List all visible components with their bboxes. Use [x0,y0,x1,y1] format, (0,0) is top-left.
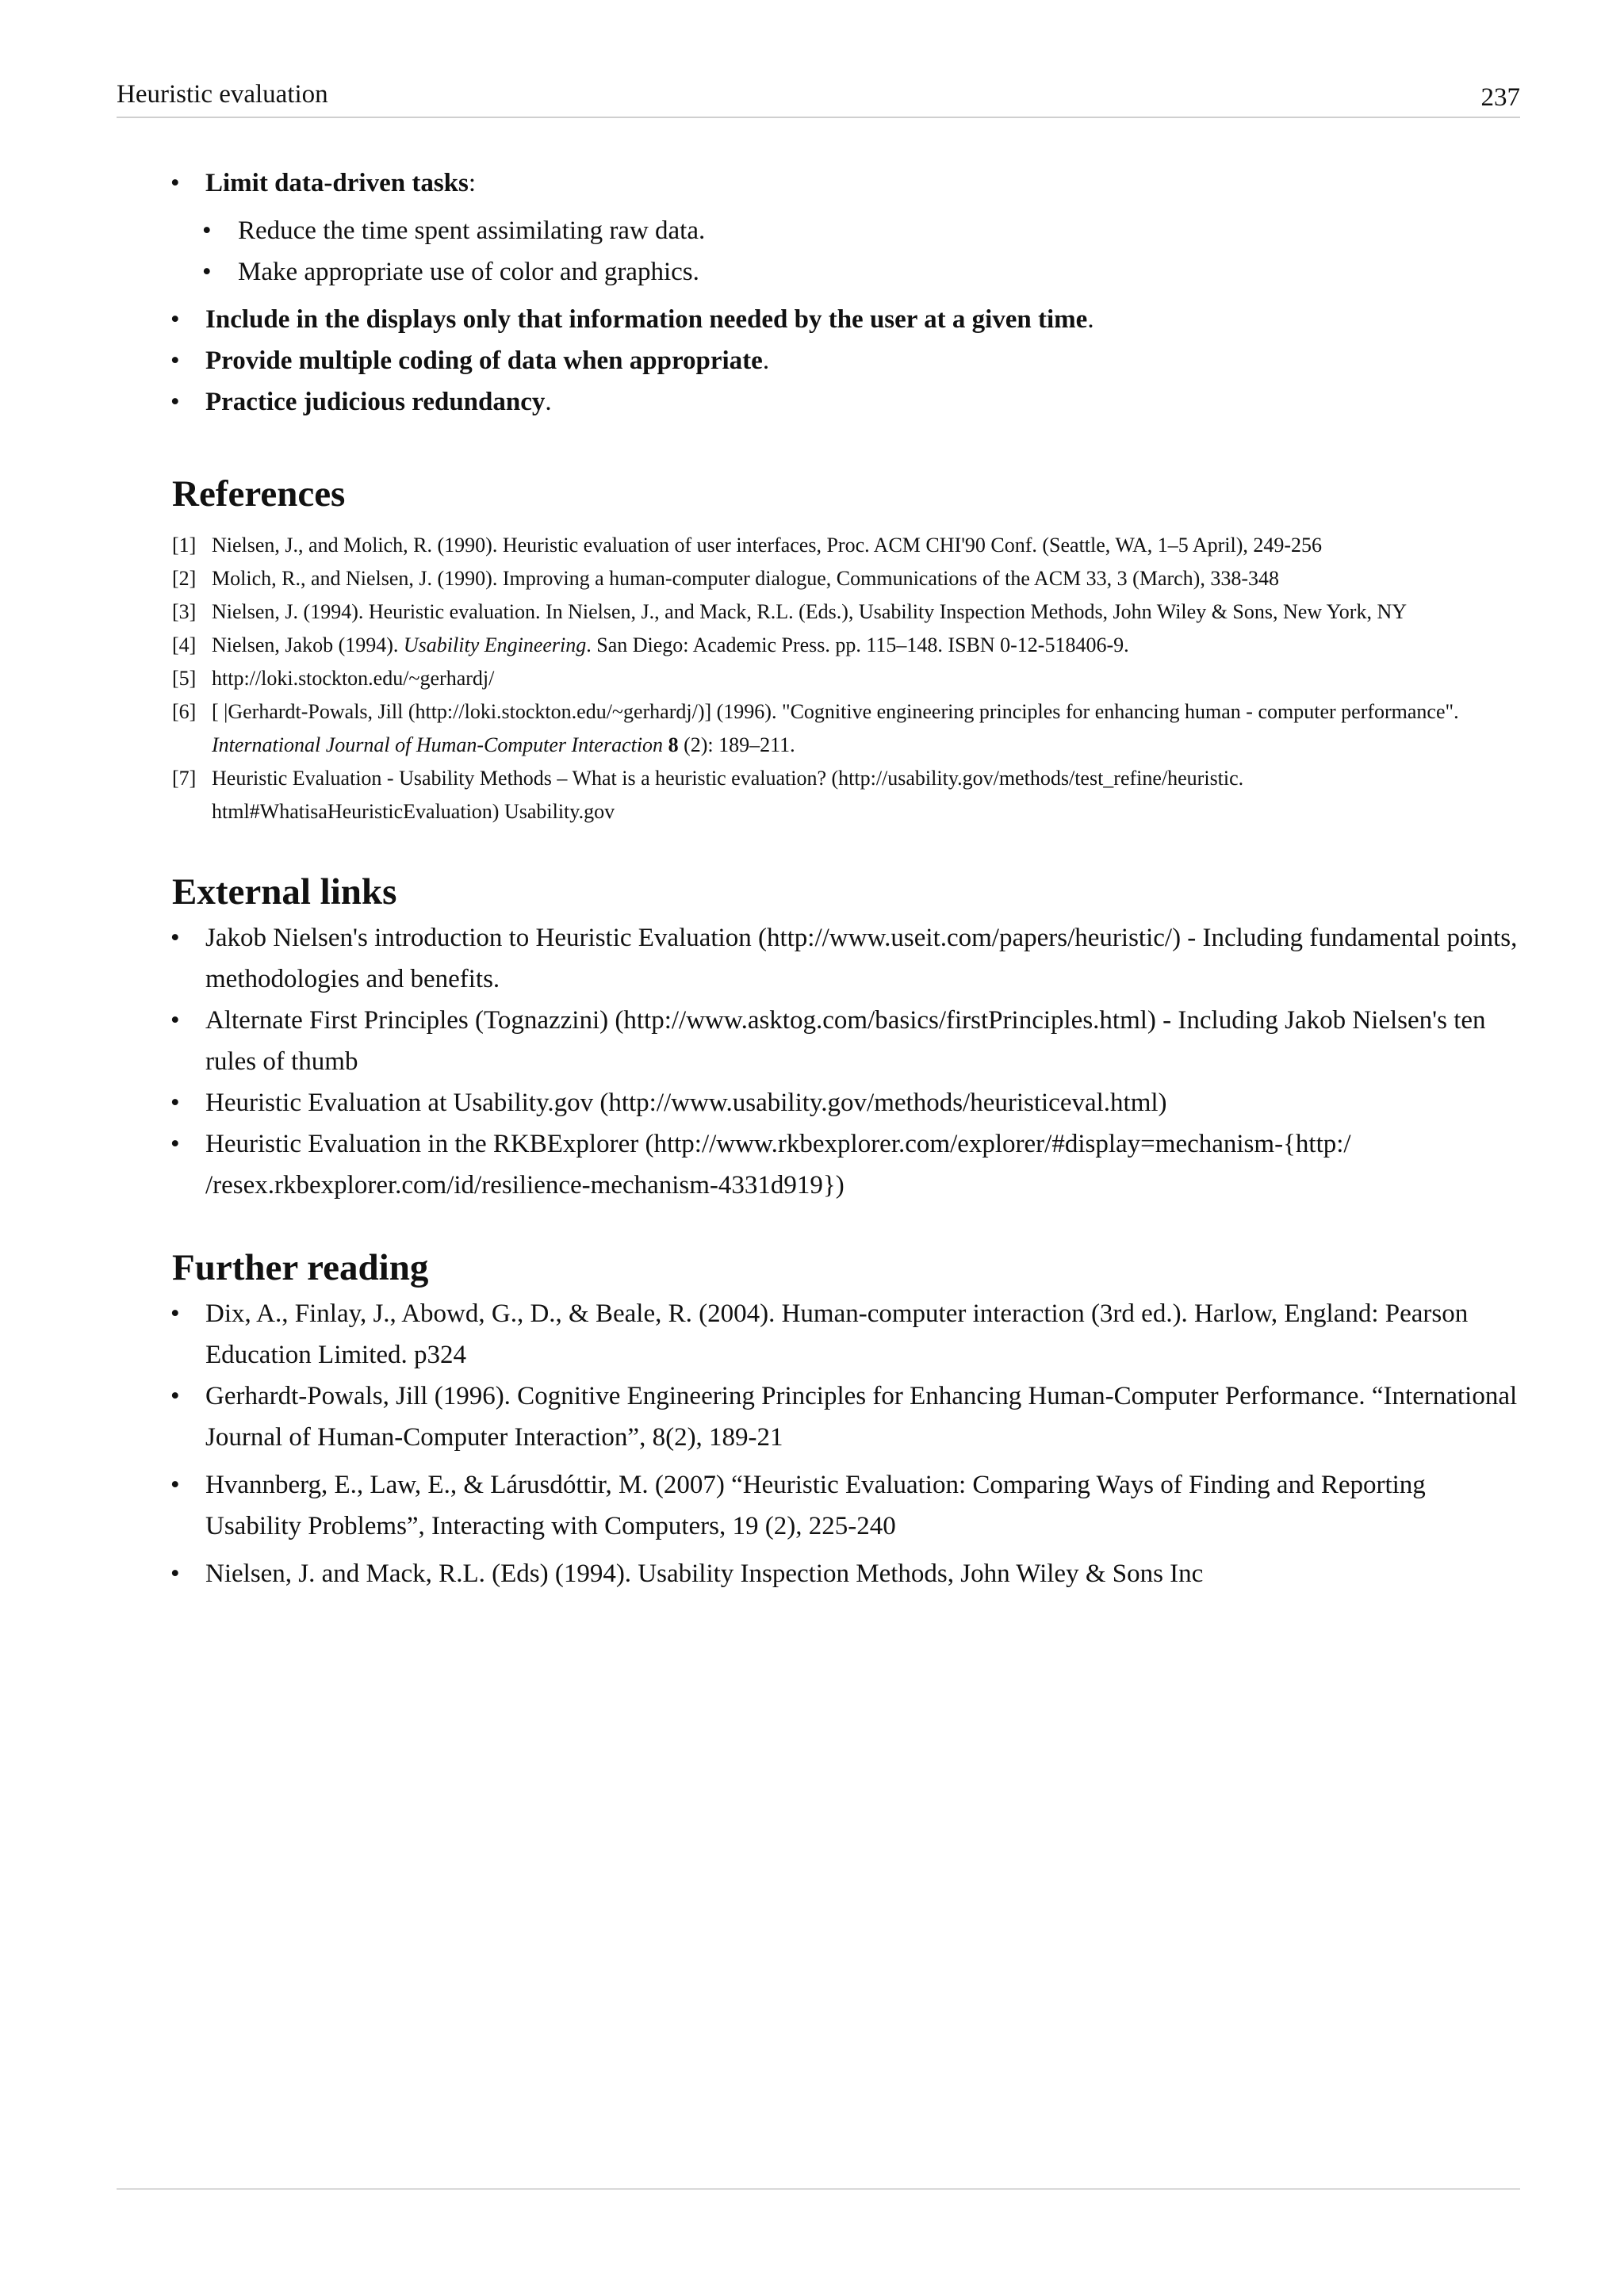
sub-list-item: • Make appropriate use of color and graphics. [117,251,1520,293]
guidelines-list [117,163,1520,423]
reference-text: Heuristic Evaluation - Usability Methods – What is a heuristic evaluation? (http://usability.gov/methods/test_refine/heuristic. html#WhatisaHeuristicEvaluation) Usability.gov [212,767,1244,823]
external-link-item[interactable]: • Heuristic Evaluation in the RKBExplorer (http://www.rkbexplorer.com/explorer/#display=mechanism-{http:/ /resex.rkbexplorer.com/id/resilience-mechanism-4331d919}) [117,1123,1520,1206]
list-item-tail: : [468,169,477,197]
list-item [117,381,1520,423]
page-number: 237 [1480,83,1520,112]
reference-number: [5] [172,667,197,690]
reference-number: [1] [172,534,197,557]
further-reading-list [117,1293,1520,1594]
reading-item: • Hvannberg, E., Law, E., & Lárusdóttir, M. (2007) “Heuristic Evaluation: Comparing Ways of Finding and Reporting Usability Problems”, Interacting with Computers, 19 (2), 225-240 [117,1464,1520,1547]
section-heading-external-links: External links [172,871,397,913]
reference-item [117,529,1520,562]
list-item-tail: . [762,346,770,375]
reference-link[interactable]: http://loki.stockton.edu/~gerhardj/ [212,667,495,690]
reference-text: Nielsen, J. (1994). Heuristic evaluation. In Nielsen, J., and Mack, R.L. (Eds.), Usability Inspection Methods, John Wiley & Sons, New York, NY [212,600,1408,623]
reference-number: [3] [172,600,197,623]
reference-item [117,762,1520,828]
reference-item [117,562,1520,595]
page-content [117,163,1520,1594]
list-item-bold: Include in the displays only that information needed by the user at a given time [205,305,1088,334]
section-heading-references: References [172,473,346,515]
running-title: Heuristic evaluation [117,80,328,109]
reference-text: [ |Gerhardt-Powals, Jill (http://loki.stockton.edu/~gerhardj/)] (1996). "Cognitive engineering principles for enhancing human - computer performance". [212,700,1459,723]
page-header [117,77,1520,118]
list-item-tail: . [1087,305,1094,334]
reference-item [117,695,1520,762]
reference-number: [2] [172,567,197,590]
sub-list-item: • Reduce the time spent assimilating raw data. [117,210,1520,251]
list-item [117,163,1520,204]
reading-item: • Gerhardt-Powals, Jill (1996). Cognitive Engineering Principles for Enhancing Human-Computer Performance. “International Journal of Human-Computer Interaction”, 8(2), 189-21 [117,1376,1520,1458]
footer-divider [117,2188,1520,2190]
reading-item: • Dix, A., Finlay, J., Abowd, G., D., & Beale, R. (2004). Human-computer interaction (3rd ed.). Harlow, England: Pearson Education Limited. p324 [117,1293,1520,1376]
external-link-item[interactable]: • Jakob Nielsen's introduction to Heuristic Evaluation (http://www.useit.com/papers/heuristic/) - Including fundamental points, methodologies and benefits. [117,917,1520,1000]
section-heading-further-reading: Further reading [172,1247,429,1288]
list-item-bold: Provide multiple coding of data when appropriate [205,346,763,375]
list-item-tail: . [545,388,552,416]
references-list [117,529,1520,828]
reference-item [117,629,1520,662]
list-item [117,340,1520,381]
reading-item: • Nielsen, J. and Mack, R.L. (Eds) (1994). Usability Inspection Methods, John Wiley & Sons Inc [117,1553,1520,1594]
list-item-bold: Practice judicious redundancy [205,388,546,416]
reference-number: [6] [172,700,197,723]
reference-text: Nielsen, Jakob (1994). [212,633,404,656]
reference-text-tail: (2): 189–211. [678,733,795,756]
reference-journal: International Journal of Human-Computer Interaction [212,733,664,756]
reference-item [117,662,1520,695]
list-item [117,299,1520,340]
reference-number: [4] [172,633,197,656]
reference-item [117,595,1520,629]
reference-number: [7] [172,767,197,790]
list-item-bold: Limit data-driven tasks [205,169,469,197]
external-links-list [117,917,1520,1206]
reference-book-title: Usability Engineering [403,633,587,656]
reference-volume: 8 [663,733,679,756]
reference-text-tail: . San Diego: Academic Press. pp. 115–148. ISBN 0-12-518406-9. [586,633,1129,656]
reference-text: Molich, R., and Nielsen, J. (1990). Improving a human-computer dialogue, Communications of the ACM 33, 3 (March), 338-348 [212,567,1279,590]
reference-text: Nielsen, J., and Molich, R. (1990). Heuristic evaluation of user interfaces, Proc. ACM CHI'90 Conf. (Seattle, WA, 1–5 April), 249-256 [212,534,1323,557]
external-link-item[interactable]: • Heuristic Evaluation at Usability.gov (http://www.usability.gov/methods/heuristiceval.html) [117,1082,1520,1123]
external-link-item[interactable]: • Alternate First Principles (Tognazzini) (http://www.asktog.com/basics/firstPrinciples.html) - Including Jakob Nielsen's ten rules of thumb [117,1000,1520,1082]
